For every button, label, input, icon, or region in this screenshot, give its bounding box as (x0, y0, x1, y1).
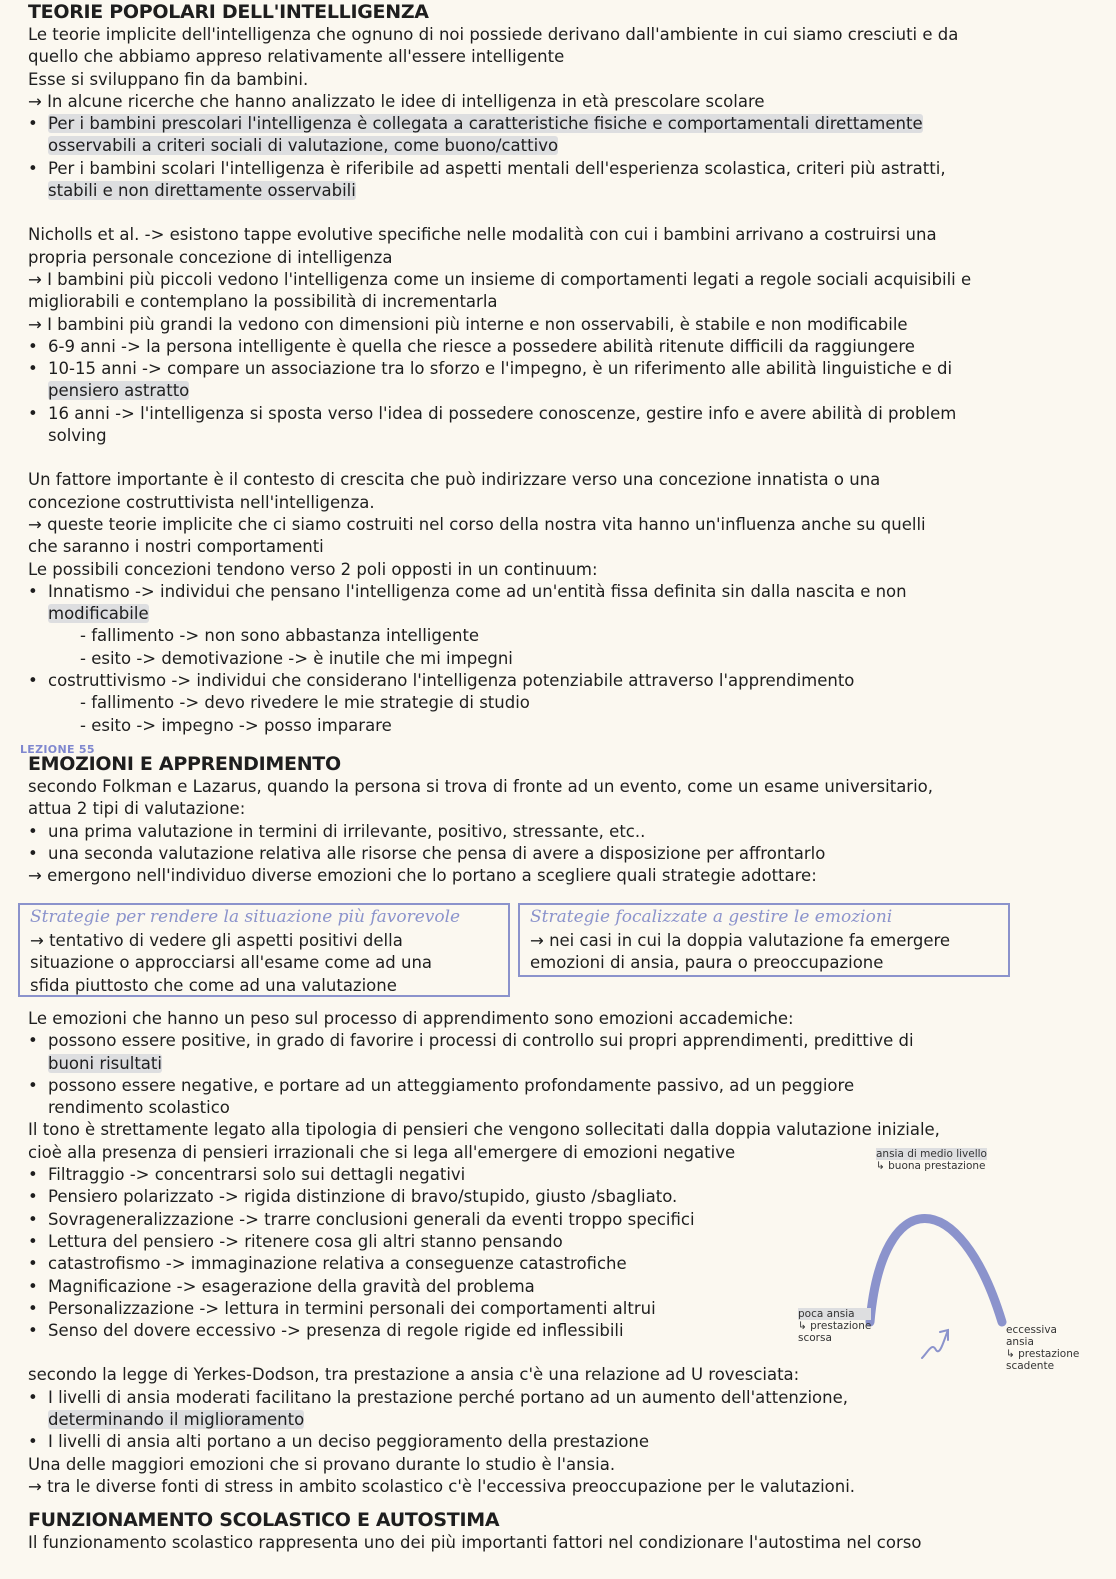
bullet-icon: • (28, 1432, 38, 1452)
bullet-item (28, 1030, 940, 1052)
bullet-continuation (28, 1053, 940, 1075)
bullet-icon: • (28, 359, 38, 379)
box-line: situazione o approcciarsi all'esame come ad una (30, 953, 433, 973)
paragraph-line: propria personale concezione di intelligenza (28, 247, 393, 267)
bullet-icon: • (28, 114, 38, 134)
bullet-text: Per i bambini prescolari l'intelligenza è collegata a caratteristiche fisiche e comportamentali direttamente (48, 114, 923, 134)
bullet-text: Pensiero polarizzato -> rigida distinzione di bravo/stupido, giusto /sbagliato. (48, 1187, 678, 1207)
bullet-text: costruttivismo -> individui che considerano l'intelligenza potenziabile attraverso l'apprendimento (48, 671, 855, 691)
bullet-item (28, 158, 971, 180)
bullet-text: solving (48, 426, 107, 446)
paragraph-line: Il tono è strettamente legato alla tipologia di pensieri che vengono sollecitati dalla doppia valutazione iniziale, (28, 1120, 940, 1140)
paragraph-line: Il funzionamento scolastico rappresenta uno dei più importanti fattori nel condizionare l'autostima nel corso (28, 1533, 922, 1552)
strategy-box-emotions (518, 903, 1010, 977)
box-title: Strategie focalizzate a gestire le emozioni (530, 907, 893, 927)
bullet-continuation (28, 180, 971, 202)
lesson-tag: LEZIONE 55 (20, 743, 95, 756)
bullet-item (28, 670, 971, 692)
box-line: → nei casi in cui la doppia valutazione fa emergere (530, 931, 951, 950)
paragraph-line: migliorabili e contemplano la possibilità di incrementarla (28, 292, 498, 312)
paragraph-line: Le emozioni che hanno un peso sul processo di apprendimento sono emozioni accademiche: (28, 1009, 794, 1028)
bullet-continuation (28, 603, 971, 625)
curve-path (870, 1219, 1002, 1323)
bullet-icon: • (28, 1276, 38, 1296)
sub-item: - fallimento -> devo rivedere le mie strategie di studio (80, 693, 530, 713)
bullet-item (28, 843, 933, 865)
bullet-text: stabili e non direttamente osservabili (48, 181, 356, 201)
bullet-text: I livelli di ansia moderati facilitano la prestazione perché portano ad un aumento dell'attenzione, (48, 1387, 849, 1407)
bullet-item (28, 1431, 940, 1453)
graph-label: scadente (1006, 1360, 1055, 1372)
box-line: sfida piuttosto che come ad una valutazione (30, 975, 397, 995)
bullet-icon: • (28, 581, 38, 601)
bullet-text: pensiero astratto (48, 381, 190, 401)
bullet-text: Filtraggio -> concentrarsi solo sui dettagli negativi (48, 1165, 466, 1185)
bullet-icon: • (28, 1231, 38, 1251)
bullet-icon: • (28, 1075, 38, 1095)
bullet-icon: • (28, 1387, 38, 1407)
bullet-text: catastrofismo -> immaginazione relativa a conseguenze catastrofiche (48, 1254, 627, 1274)
right-label (1006, 1324, 1079, 1372)
bullet-text: Magnificazione -> esagerazione della gravità del problema (48, 1276, 535, 1296)
section-funzionamento (28, 1508, 921, 1554)
graph-label: ↳ prestazione (798, 1320, 872, 1332)
bullet-text: 16 anni -> l'intelligenza si sposta verso l'idea di possedere conoscenze, gestire info e avere abilità di problem (48, 403, 957, 423)
bullet-text: una prima valutazione in termini di irrilevante, positivo, stressante, etc.. (48, 821, 646, 841)
paragraph-line: Esse si sviluppano fin da bambini. (28, 69, 309, 89)
bullet-text: possono essere negative, e portare ad un atteggiamento profondamente passivo, ad un peggiore (48, 1075, 855, 1095)
bullet-text: rendimento scolastico (48, 1098, 230, 1118)
arrow-line: → In alcune ricerche che hanno analizzato le idee di intelligenza in età prescolare scolare (28, 91, 765, 111)
paragraph-line: secondo la legge di Yerkes-Dodson, tra prestazione a ansia c'è una relazione ad U rovesciata: (28, 1365, 800, 1385)
paragraph-line: Un fattore importante è il contesto di crescita che può indirizzare verso una concezione innatista o una (28, 470, 881, 490)
bullet-text: 10-15 anni -> compare un associazione tra lo sforzo e l'impegno, è un riferimento alle abilità linguistiche e di (48, 359, 953, 379)
paragraph-line: Una delle maggiori emozioni che si provano durante lo studio è l'ansia. (28, 1454, 616, 1474)
section-emozioni (28, 752, 933, 887)
bullet-icon: • (28, 821, 38, 841)
bullet-icon: • (28, 1187, 38, 1207)
bullet-text: osservabili a criteri sociali di valutazione, come buono/cattivo (48, 136, 559, 156)
bullet-icon: • (28, 1031, 38, 1051)
bullet-text: Per i bambini scolari l'intelligenza è riferibile ad aspetti mentali dell'esperienza scolastica, criteri più astratti, (48, 158, 946, 178)
bullet-text: 6-9 anni -> la persona intelligente è quella che riesce a possedere abilità ritenute difficili da raggiungere (48, 336, 915, 356)
arrow-line: → emergono nell'individuo diverse emozioni che lo portano a scegliere quali strategie adottare: (28, 866, 817, 886)
bullet-icon: • (28, 1254, 38, 1274)
bullet-text: Senso del dovere eccessivo -> presenza di regole rigide ed inflessibili (48, 1321, 624, 1341)
box-line: emozioni di ansia, paura o preoccupazione (530, 953, 884, 973)
paragraph-line: che saranno i nostri comportamenti (28, 537, 324, 557)
arrow-line: → tra le diverse fonti di stress in ambito scolastico c'è l'eccessiva preoccupazione per le valutazioni. (28, 1476, 856, 1496)
bullet-text: I livelli di ansia alti portano a un deciso peggioramento della prestazione (48, 1432, 650, 1452)
bullet-item (28, 113, 971, 135)
bullet-icon: • (28, 843, 38, 863)
bullet-icon: • (28, 403, 38, 423)
bullet-text: buoni risultati (48, 1053, 162, 1073)
bullet-text: Personalizzazione -> lettura in termini personali dei comportamenti altrui (48, 1298, 656, 1318)
graph-label: ↳ prestazione (1006, 1348, 1080, 1360)
bullet-item (28, 1075, 940, 1097)
graph-label: ansia (1006, 1336, 1034, 1348)
sub-item: - esito -> impegno -> posso imparare (80, 715, 392, 735)
bullet-item (28, 1387, 940, 1409)
arrow-line: → queste teorie implicite che ci siamo costruiti nel corso della nostra vita hanno un'influenza anche su quelli (28, 514, 926, 534)
graph-label: eccessiva (1006, 1324, 1057, 1336)
paragraph-line: secondo Folkman e Lazarus, quando la persona si trova di fronte ad un evento, come un esame universitario, (28, 777, 934, 796)
bullet-text: determinando il miglioramento (48, 1410, 305, 1430)
graph-label: poca ansia (798, 1308, 871, 1320)
graph-label: scorsa (798, 1332, 832, 1344)
spacer (28, 447, 971, 469)
arrow-line: → I bambini più piccoli vedono l'intelligenza come un insieme di comportamenti legati a regole sociali acquisibili e (28, 269, 972, 289)
section-teorie (28, 0, 971, 737)
bullet-continuation (28, 135, 971, 157)
bullet-icon: • (28, 1209, 38, 1229)
bullet-icon: • (28, 671, 38, 691)
section-title: EMOZIONI E APPRENDIMENTO (28, 753, 341, 775)
paragraph-line: Le teorie implicite dell'intelligenza che ognuno di noi possiede derivano dall'ambiente in cui siamo cresciuti e da (28, 25, 959, 44)
section-title: TEORIE POPOLARI DELL'INTELLIGENZA (28, 1, 429, 23)
graph-label: ↳ buona prestazione (876, 1160, 986, 1172)
bullet-item (28, 821, 933, 843)
bullet-icon: • (28, 336, 38, 356)
paragraph-line: cioè alla presenza di pensieri irrazionali che si lega all'emergere di emozioni negative (28, 1142, 736, 1162)
sub-item: - fallimento -> non sono abbastanza intelligente (80, 626, 480, 646)
bullet-continuation (28, 1409, 940, 1431)
left-label (798, 1308, 871, 1344)
box-line: → tentativo di vedere gli aspetti positivi della (30, 931, 403, 950)
arrow-line: → I bambini più grandi la vedono con dimensioni più interne e non osservabili, è stabile e non modificabile (28, 314, 908, 334)
inverted-u-diagram (790, 1144, 1090, 1374)
bullet-item (28, 358, 971, 380)
paragraph-line: attua 2 tipi di valutazione: (28, 799, 246, 819)
paragraph-line: Le possibili concezioni tendono verso 2 poli opposti in un continuum: (28, 559, 598, 579)
bullet-text: possono essere positive, in grado di favorire i processi di controllo sui propri apprendimenti, predittive di (48, 1031, 914, 1051)
paragraph-line: concezione costruttivista nell'intelligenza. (28, 492, 375, 512)
bullet-text: Sovrageneralizzazione -> trarre conclusioni generali da eventi troppo specifici (48, 1209, 695, 1229)
bullet-text: una seconda valutazione relativa alle risorse che pensa di avere a disposizione per affrontarlo (48, 843, 826, 863)
graph-label: ansia di medio livello (876, 1148, 987, 1160)
bullet-item (28, 581, 971, 603)
bullet-item (28, 403, 971, 425)
bullet-icon: • (28, 1321, 38, 1341)
bullet-continuation (28, 380, 971, 402)
bullet-text: Lettura del pensiero -> ritenere cosa gli altri stanno pensando (48, 1231, 563, 1251)
bullet-icon: • (28, 1165, 38, 1185)
bullet-icon: • (28, 158, 38, 178)
strategy-box-favorable (18, 903, 510, 997)
bullet-continuation (28, 425, 971, 447)
section-title: FUNZIONAMENTO SCOLASTICO E AUTOSTIMA (28, 1509, 500, 1531)
paragraph-line: Nicholls et al. -> esistono tappe evolutive specifiche nelle modalità con cui i bambini arrivano a costruirsi una (28, 225, 937, 245)
spacer (28, 202, 971, 224)
top-label (876, 1148, 987, 1172)
bullet-text: modificabile (48, 604, 149, 624)
bullet-continuation (28, 1097, 940, 1119)
bullet-icon: • (28, 1298, 38, 1318)
sub-item: - esito -> demotivazione -> è inutile che mi impegni (80, 648, 513, 668)
bullet-text: Innatismo -> individui che pensano l'intelligenza come ad un'entità fissa definita sin dalla nascita e non (48, 581, 907, 601)
paragraph-line: quello che abbiamo appreso relativamente all'essere intelligente (28, 47, 565, 67)
bullet-item (28, 336, 971, 358)
box-title: Strategie per rendere la situazione più favorevole (30, 907, 461, 927)
arrow-sketch-icon (922, 1330, 948, 1358)
